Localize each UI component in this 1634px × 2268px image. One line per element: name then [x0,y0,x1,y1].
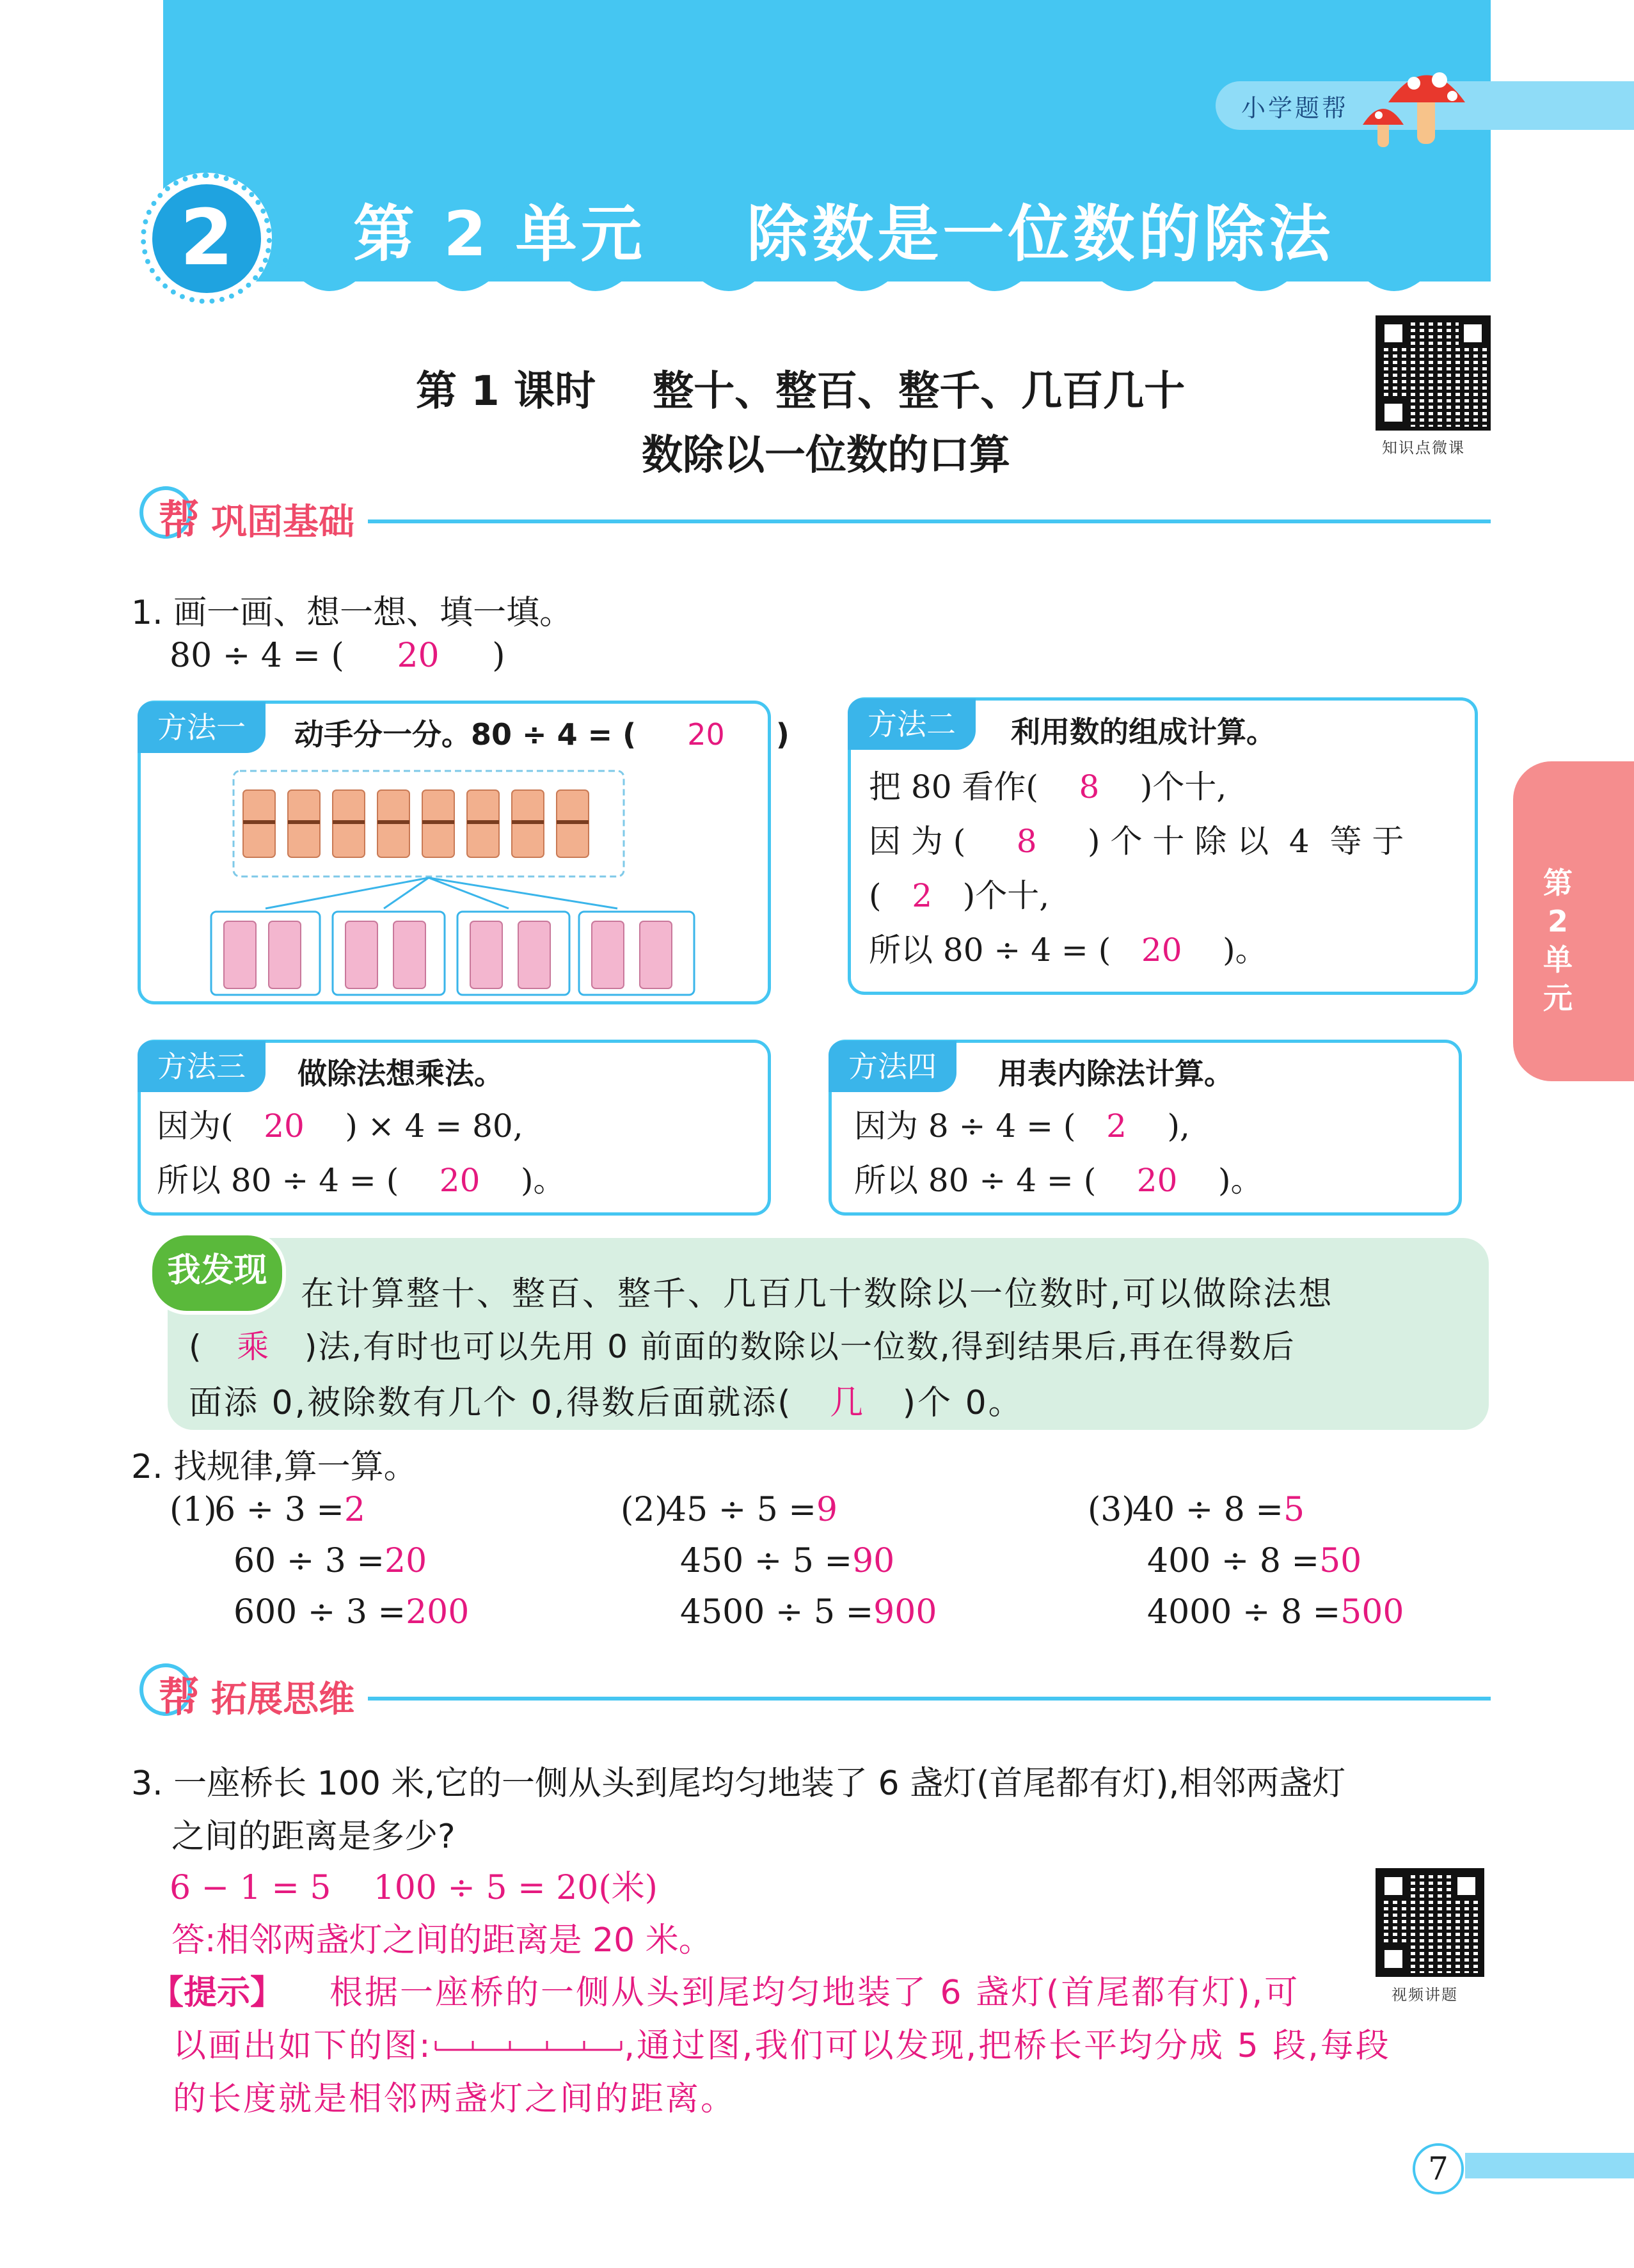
method4-tag: 方法四 [829,1041,956,1092]
q3-hint-label: 【提示】 [150,1974,284,2012]
bridge-lamp-diagram [432,2038,624,2058]
q2-g2-label: (2) [621,1491,668,1529]
lesson-title-line1: 第 1 课时 整十、整百、整千、几百几十 [416,368,1186,415]
method4-head: 用表内除法计算。 [998,1056,1233,1091]
method2-line2: 因 为 ( 8 ) 个 十 除 以 4 等 于 [869,823,1404,860]
qr-code-icon[interactable] [1376,315,1491,431]
q2-g1-row3: 600 ÷ 3 =200 [234,1593,470,1631]
discovery-line2: ( 乘 )法,有时也可以先用 0 前面的数除以一位数,得到结果后,再在得数后 [189,1328,1296,1365]
q3-line2: 之间的距离是多少? [171,1818,456,1856]
discovery-line1: 在计算整十、整百、整千、几百几十数除以一位数时,可以做除法想 [301,1275,1334,1313]
q3-hint-line1: 根据一座桥的一侧从头到尾均匀地装了 6 盏灯(首尾都有灯),可 [329,1974,1300,2012]
q2-g1-row2: 60 ÷ 3 =20 [234,1542,427,1580]
q2-title: 2. 找规律,算一算。 [131,1448,417,1486]
q2-g1-label: (1) [170,1491,217,1529]
discovery-badge: 我发现 [148,1232,286,1315]
unit-title: 第 2 单元 除数是一位数的除法 [353,198,1335,270]
method2-tag: 方法二 [848,699,976,750]
qr-code-icon[interactable] [1376,1868,1484,1977]
footer-bar [1465,2153,1634,2178]
section-bang: 帮 [159,497,200,544]
section-divider [368,519,1491,523]
q3-hint-line3: 的长度就是相邻两盏灯之间的距离。 [173,2080,736,2118]
method2-line4: 所以 80 ÷ 4 = ( 20 )。 [869,932,1267,969]
method4-line2: 所以 80 ÷ 4 = ( 20 )。 [854,1162,1263,1199]
method3-head: 做除法想乘法。 [297,1056,504,1091]
q1-equation: 80 ÷ 4 = ( 20 ) [170,637,505,675]
method1-head: 动手分一分。80 ÷ 4 = ( 20 ) [294,717,789,752]
method3-line1: 因为( 20 ) × 4 = 80, [157,1107,523,1145]
q3-hint-line2: 以画出如下的图: ,通过图,我们可以发现,把桥长平均分成 5 段,每段 [173,2027,1391,2065]
mushroom-icon [1356,54,1484,150]
brand-label: 小学题帮 [1241,94,1349,122]
section-title-basic: 巩固基础 [211,502,354,543]
section-bang: 帮 [159,1674,200,1722]
method2-head: 利用数的组成计算。 [1011,715,1276,749]
unit-side-tab-label: 第2单元 [1543,866,1573,1015]
q2-g2-row3: 4500 ÷ 5 =900 [680,1593,937,1631]
method2-line3: ( 2 )个十, [869,877,1050,914]
q2-g3-row1: 40 ÷ 8 =5 [1132,1491,1305,1529]
qr-caption: 视频讲题 [1392,1986,1458,2004]
q2-g3-row3: 4000 ÷ 8 =500 [1147,1593,1404,1631]
method1-tag: 方法一 [138,702,266,753]
method3-tag: 方法三 [138,1041,266,1092]
q3-line1: 3. 一座桥长 100 米,它的一侧从头到尾均匀地装了 6 盏灯(首尾都有灯),相邻两盏灯 [131,1764,1346,1803]
q3-calculation: 6 − 1 = 5 100 ÷ 5 = 20(米) [170,1869,658,1907]
section-divider [368,1697,1491,1701]
q2-g3-label: (3) [1088,1491,1135,1529]
qr-caption: 知识点微课 [1382,439,1465,457]
stick-bundles-diagram [208,768,720,998]
method3-line2: 所以 80 ÷ 4 = ( 20 )。 [157,1162,566,1199]
q2-g1-row1: 6 ÷ 3 =2 [214,1491,365,1529]
q2-g2-row2: 450 ÷ 5 =90 [680,1542,895,1580]
page-number: 7 [1413,2143,1464,2194]
q3-answer: 答:相邻两盏灯之间的距离是 20 米。 [171,1921,712,1960]
unit-number: 2 [152,184,261,293]
section-title-extend: 拓展思维 [211,1679,354,1720]
method2-line1: 把 80 看作( 8 )个十, [869,768,1227,805]
q2-g2-row1: 45 ÷ 5 =9 [665,1491,838,1529]
lesson-title-line2: 数除以一位数的口算 [642,432,1010,479]
method4-line1: 因为 8 ÷ 4 = ( 2 ), [854,1107,1190,1145]
q1-title: 1. 画一画、想一想、填一填。 [131,594,573,632]
discovery-line3: 面添 0,被除数有几个 0,得数后面就添( 几 )个 0。 [189,1384,1024,1422]
q2-g3-row2: 400 ÷ 8 =50 [1147,1542,1362,1580]
